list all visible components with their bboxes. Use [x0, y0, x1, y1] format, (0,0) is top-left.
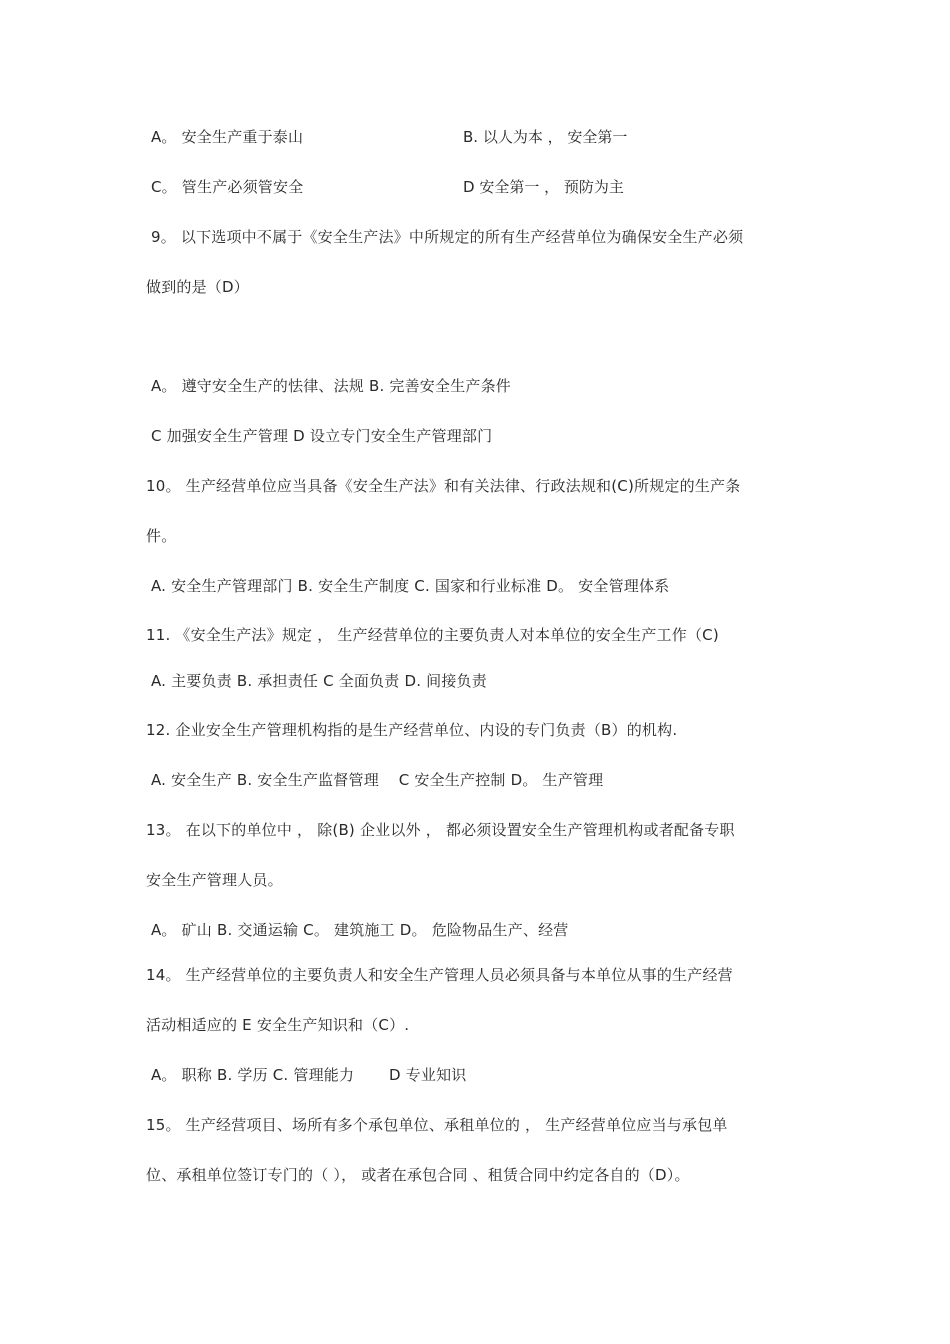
question-13-line-1: 13。 在以下的单位中 ， 除(B) 企业以外 ， 都必须设置安全生产管理机构或者配备专职: [146, 821, 735, 839]
question-15-line-2: 位、承租单位签订专门的（ ）， 或者在承包合同 、租赁合同中约定各自的（D）。: [146, 1166, 690, 1184]
question-9-line-1: 9。 以下选项中不属于《安全生产法》中所规定的所有生产经营单位为确保安全生产必须: [146, 228, 744, 246]
question-9-options-1: A。 遵守安全生产的怯律、法规 B. 完善安全生产条件: [146, 377, 511, 395]
option-line-a: A。 安全生产重于泰山: [146, 128, 304, 146]
question-14-line-1: 14。 生产经营单位的主要负责人和安全生产管理人员必须具备与本单位从事的生产经营: [146, 966, 733, 984]
question-12-options: A. 安全生产 B. 安全生产监督管理 C 安全生产控制 D。 生产管理: [146, 771, 604, 789]
question-9-line-2: 做到的是（D）: [146, 278, 249, 296]
question-15-line-1: 15。 生产经营项目、场所有多个承包单位、承租单位的 ， 生产经营单位应当与承包单: [146, 1116, 728, 1134]
question-12-line-1: 12. 企业安全生产管理机构指的是生产经营单位、内设的专门负责（B）的机构.: [146, 721, 678, 739]
option-line-b: B. 以人为本 ， 安全第一: [463, 128, 628, 146]
question-13-line-2: 安全生产管理人员。: [146, 871, 283, 889]
question-9-options-2: C 加强安全生产管理 D 设立专门安全生产管理部门: [146, 427, 493, 445]
option-line-d: D 安全第一 ， 预防为主: [463, 178, 624, 196]
question-10-options: A. 安全生产管理部门 B. 安全生产制度 C. 国家和行业标准 D。 安全管理体系: [146, 577, 670, 595]
question-11-options: A. 主要负责 B. 承担责任 C 全面负责 D. 间接负责: [146, 672, 487, 690]
option-line-c: C。 管生产必须管安全: [146, 178, 304, 196]
question-10-line-2: 件。: [146, 527, 177, 545]
question-14-options: A。 职称 B. 学历 C. 管理能力 D 专业知识: [146, 1066, 467, 1084]
question-14-line-2: 活动相适应的 E 安全生产知识和（C）.: [146, 1016, 410, 1034]
question-11-line-1: 11. 《安全生产法》规定 ， 生产经营单位的主要负责人对本单位的安全生产工作（C): [146, 626, 719, 644]
question-10-line-1: 10。 生产经营单位应当具备《安全生产法》和有关法律、行政法规和(C)所规定的生产条: [146, 477, 741, 495]
question-13-options: A。 矿山 B. 交通运输 C。 建筑施工 D。 危险物品生产、经营: [146, 921, 569, 939]
